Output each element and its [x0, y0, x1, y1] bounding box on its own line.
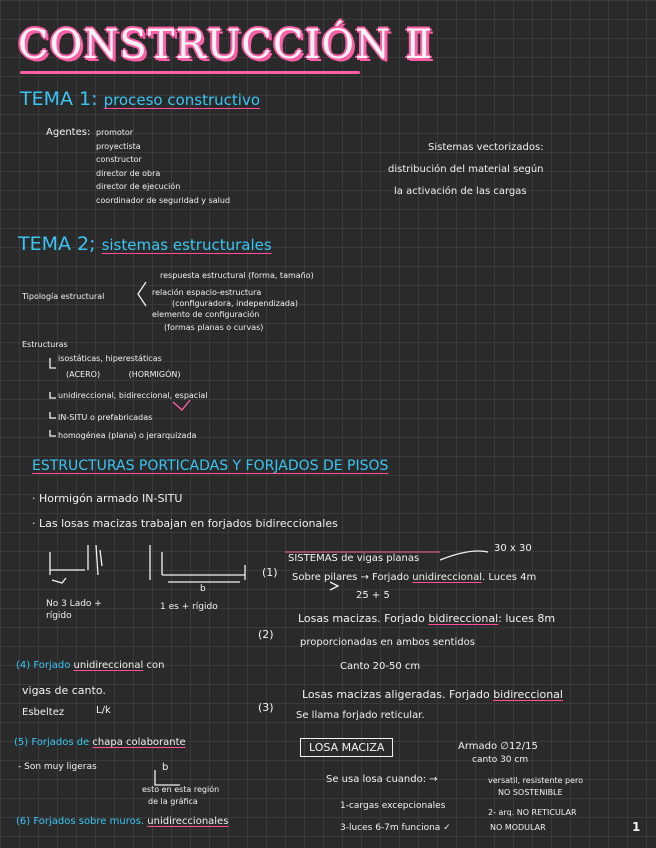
muy-ligeras: - Son muy ligeras — [18, 762, 97, 772]
diagram-right-caption: 1 es + rígido — [160, 602, 218, 612]
estructuras-item-materials: (ACERO) (HORMIGÓN) — [66, 370, 181, 379]
item-number-2: (2) — [258, 628, 274, 641]
diagram-left-caption: No 3 Lado + rígido — [46, 599, 102, 621]
sobre-pilares: Sobre pilares → Forjado unidireccional. Luces 4m — [292, 572, 537, 583]
agente-item: director de obra — [96, 168, 161, 178]
arq-no-reticular: 2- arq. NO RETICULAR — [488, 808, 577, 817]
canto-20-50: Canto 20-50 cm — [340, 661, 421, 672]
dim-25-5: 25 + 5 — [356, 590, 390, 601]
estructuras-label: Estructuras — [22, 340, 68, 349]
agente-item: proyectista — [96, 141, 141, 151]
estructuras-item-1: isostáticas, hiperestáticas — [58, 354, 162, 363]
versatil: versatil, resistente pero — [488, 776, 584, 785]
losas-aligeradas: Losas macizas aligeradas. Forjado bidireccional — [302, 688, 563, 701]
sistemas-vect-line: distribución del material según — [388, 164, 544, 175]
tema1-subtitle: proceso constructivo — [103, 91, 261, 109]
tipologia-item: (formas planas o curvas) — [164, 323, 264, 332]
diagram-b-label: b — [200, 584, 206, 594]
no-modular: NO MODULAR — [490, 823, 546, 832]
cargas-excepcionales: 1-cargas excepcionales — [340, 801, 446, 811]
se-usa-losa: Se usa losa cuando: → — [326, 774, 438, 785]
luces-6-7m: 3-luces 6-7m funciona ✓ — [340, 823, 451, 833]
tipologia-item: (configuradora, independizada) — [172, 299, 298, 308]
diagram-b2-label: b — [162, 762, 169, 773]
armado: Armado ∅12/15 — [458, 741, 538, 752]
bullet-losas: · Las losas macizas trabajan en forjados bidireccionales — [32, 517, 338, 530]
estructuras-item-3: IN-SITU o prefabricadas — [58, 413, 153, 422]
tipologia-item: respuesta estructural (forma, tamaño) — [160, 271, 314, 280]
tema1-label: TEMA 1: — [20, 88, 98, 110]
sistemas-vigas: SISTEMAS de vigas planas — [288, 553, 420, 564]
sistemas-vect-line: Sistemas vectorizados: — [428, 142, 544, 153]
bullet-hormigon: · Hormigón armado IN-SITU — [32, 492, 183, 505]
agente-item: constructor — [96, 155, 142, 164]
tema2-subtitle: sistemas estructurales — [101, 236, 272, 254]
item-number-1: (1) — [262, 566, 278, 579]
losas-macizas: Losas macizas. Forjado bidireccional: luces 8m — [298, 612, 556, 625]
esbeltez-value: L/k — [96, 705, 111, 716]
tipologia-item: elemento de configuración — [152, 310, 260, 319]
page-number: 1 — [632, 820, 641, 834]
item-5-forjados: (5) Forjados de chapa colaborante — [14, 737, 186, 748]
agente-item: director de ejecución — [96, 182, 181, 191]
losa-maciza-box: LOSA MACIZA — [300, 738, 393, 757]
canto-30: canto 30 cm — [472, 755, 529, 765]
estructuras-item-2: unidireccional, bidireccional, espacial — [58, 391, 208, 400]
agente-item: coordinador de seguridad y salud — [96, 195, 231, 205]
page-title: CONSTRUCCIÓN Ⅱ — [18, 22, 434, 68]
porticadas-heading: ESTRUCTURAS PORTICADAS Y FORJADOS DE PISOS — [32, 458, 389, 474]
sistemas-vect-line: la activación de las cargas — [394, 186, 527, 197]
dim-30x30: 30 x 30 — [494, 543, 532, 554]
estructuras-item-4: homogénea (plana) o jerarquizada — [58, 431, 197, 440]
forjado-reticular: Se llama forjado reticular. — [296, 710, 425, 721]
esbeltez-label: Esbeltez — [22, 707, 65, 718]
vigas-de-canto: vigas de canto. — [22, 684, 106, 697]
tema2-label: TEMA 2; — [18, 233, 96, 255]
item-4-forjado: (4) Forjado unidireccional con — [16, 660, 165, 671]
agente-item: promotor — [96, 128, 134, 137]
grafica-note: esto en esta región de la gráfica — [142, 785, 220, 806]
tipologia-label: Tipología estructural — [22, 292, 105, 301]
item-6-forjados-muros: (6) Forjados sobre muros. unidireccionales — [16, 816, 229, 827]
no-sostenible: NO SOSTENIBLE — [498, 788, 563, 797]
agentes-label: Agentes: — [46, 127, 91, 138]
tipologia-item: relación espacio-estructura — [152, 288, 262, 297]
proporcionadas: proporcionadas en ambos sentidos — [300, 637, 475, 648]
item-number-3: (3) — [258, 701, 274, 714]
